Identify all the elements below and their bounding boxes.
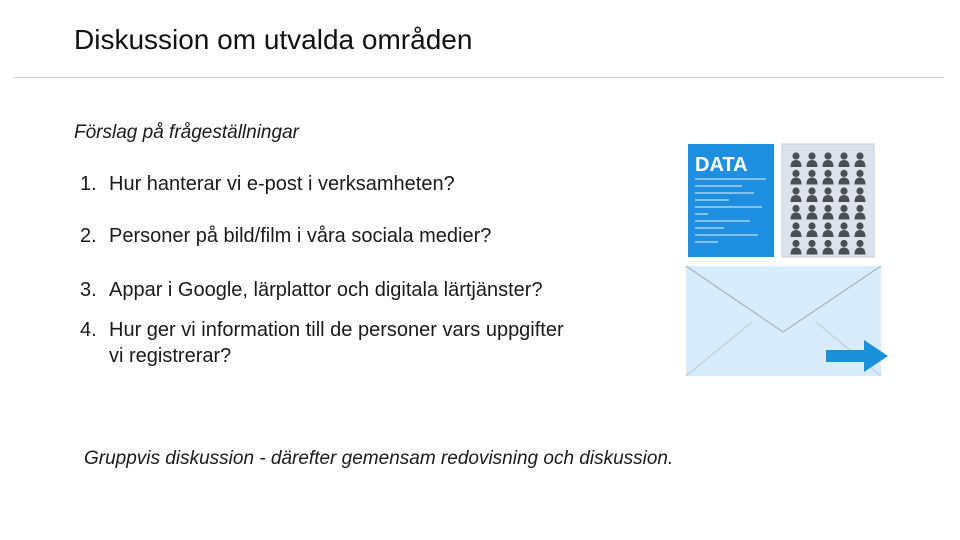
person-icon [792,152,799,159]
title-divider [14,77,944,78]
question-text: Personer på bild/film i våra sociala medier? [109,225,492,247]
data-privacy-illustration [684,140,894,380]
person-icon [840,152,847,159]
question-number: 2. [80,225,97,247]
person-icon [808,170,815,177]
person-icon [792,187,799,194]
person-icon [840,240,847,247]
question-item [80,277,543,303]
question-text: Appar i Google, lärplattor och digitala lärtjänster? [109,279,543,301]
person-icon [792,222,799,229]
question-number: 4. [80,319,97,341]
question-number: 3. [80,279,97,301]
page-title: Diskussion om utvalda områden [74,24,473,55]
person-icon [808,222,815,229]
people-grid-icon [782,144,874,257]
section-subtitle: Förslag på frågeställningar [74,122,299,143]
person-icon [808,152,815,159]
person-icon [856,152,863,159]
question-text: Hur ger vi information till de personer vars uppgifter vi registrerar? [109,319,564,367]
person-icon [856,240,863,247]
data-label: DATA [695,154,748,176]
person-icon [792,205,799,212]
person-icon [792,240,799,247]
person-icon [840,170,847,177]
person-icon [840,205,847,212]
person-icon [824,170,831,177]
person-icon [824,222,831,229]
person-icon [856,205,863,212]
question-item [80,317,579,369]
person-icon [824,205,831,212]
data-document-icon [688,144,774,257]
question-number: 1. [80,173,97,195]
person-icon [840,222,847,229]
person-icon [808,205,815,212]
person-icon [856,170,863,177]
footer-note: Gruppvis diskussion - därefter gemensam redovisning och diskussion. [84,448,674,469]
person-icon [808,187,815,194]
person-icon [856,222,863,229]
person-icon [824,187,831,194]
person-icon [808,240,815,247]
person-icon [792,170,799,177]
person-icon [824,152,831,159]
person-icon [824,240,831,247]
question-text: Hur hanterar vi e-post i verksamheten? [109,173,455,195]
question-item [80,171,455,197]
person-icon [840,187,847,194]
question-item [80,223,491,249]
person-icon [856,187,863,194]
